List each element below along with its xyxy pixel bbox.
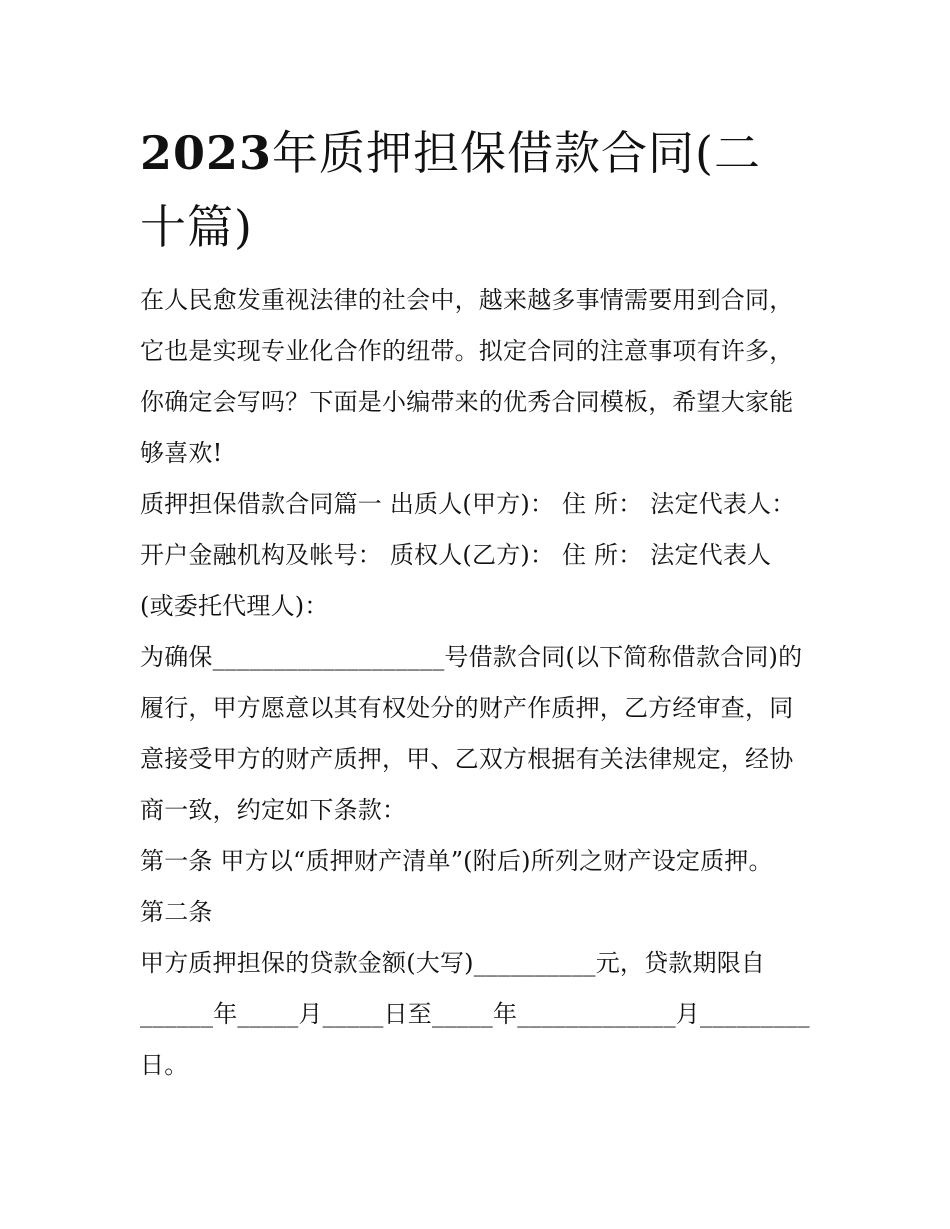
body-line: 为确保___________________号借款合同(以下简称借款合同)的 bbox=[140, 643, 803, 671]
body-line: 够喜欢! bbox=[140, 439, 223, 467]
body-line: 第二条 bbox=[140, 898, 213, 926]
body-line: 在人民愈发重视法律的社会中，越来越多事情需要用到合同， bbox=[140, 286, 794, 314]
body-line: 它也是实现专业化合作的纽带。拟定合同的注意事项有许多， bbox=[140, 337, 794, 365]
document-body bbox=[140, 275, 815, 1091]
body-line: 意接受甲方的财产质押，甲、乙双方根据有关法律规定，经协 bbox=[140, 745, 794, 773]
body-line: 质押担保借款合同篇一 出质人(甲方)： 住 所： 法定代表人： bbox=[140, 490, 796, 518]
body-line: ______年_____月_____日至_____年_____________月_________ bbox=[140, 1000, 810, 1028]
body-line: 日。 bbox=[140, 1051, 189, 1079]
body-line: 商一致，约定如下条款： bbox=[140, 796, 407, 824]
body-line: 开户金融机构及帐号： 质权人(乙方)： 住 所： 法定代表人 bbox=[140, 541, 772, 569]
body-line: 甲方质押担保的贷款金额(大写)__________元，贷款期限自 bbox=[140, 949, 766, 977]
body-line: 你确定会写吗？下面是小编带来的优秀合同模板，希望大家能 bbox=[140, 388, 794, 416]
body-line: 第一条 甲方以“质押财产清单”(附后)所列之财产设定质押。 bbox=[140, 847, 773, 875]
body-line: (或委托代理人)： bbox=[140, 592, 329, 620]
body-line: 履行，甲方愿意以其有权处分的财产作质押，乙方经审查，同 bbox=[140, 694, 794, 722]
title-text: 年质押担保借款合同(二十篇) bbox=[140, 126, 761, 254]
title-year: 2023 bbox=[140, 126, 273, 180]
document-title bbox=[140, 116, 800, 264]
